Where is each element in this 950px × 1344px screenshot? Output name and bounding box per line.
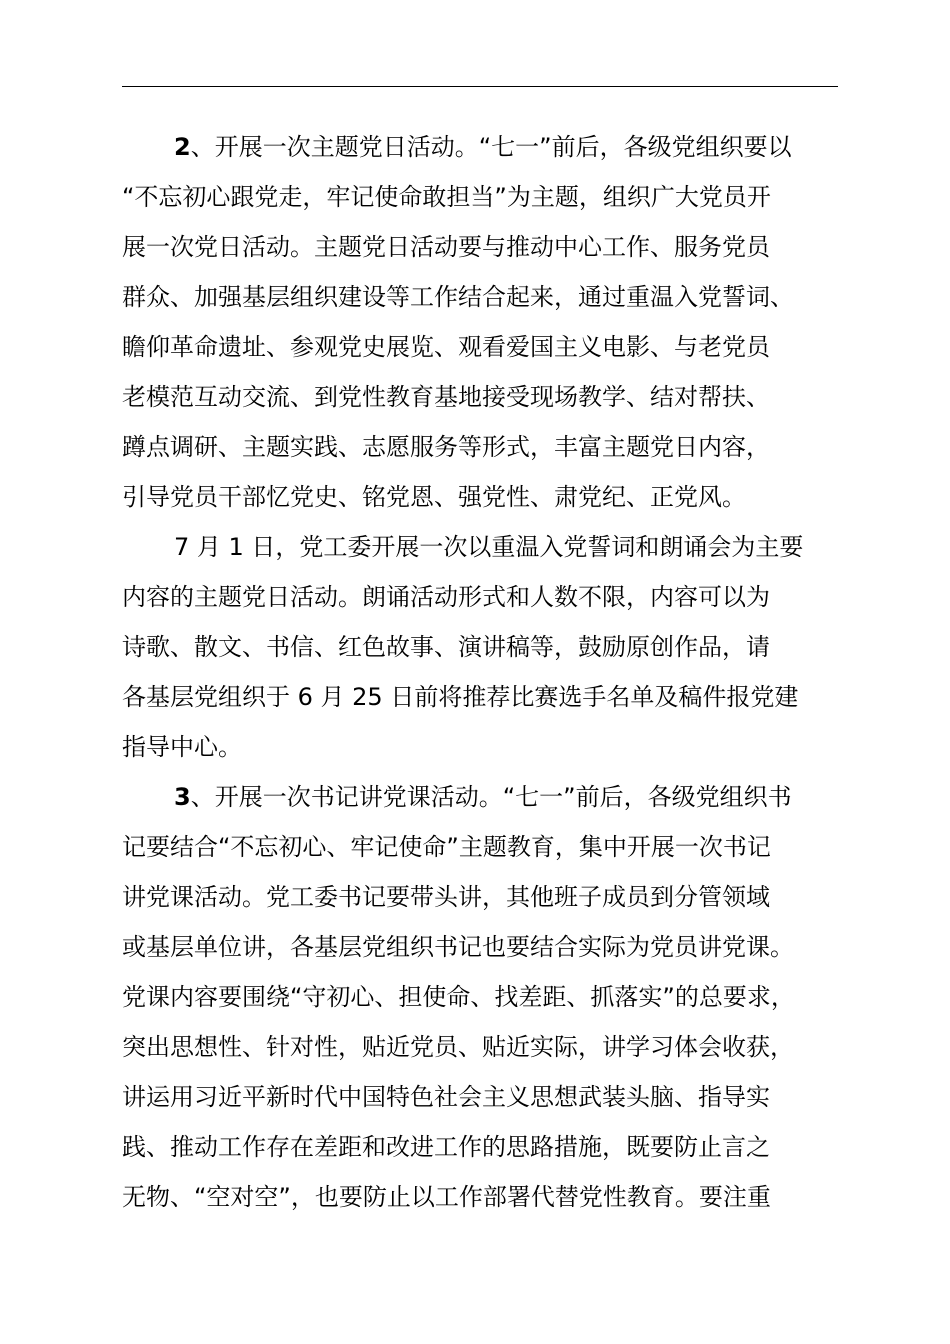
paragraph-line: 突出思想性、针对性，贴近党员、贴近实际，讲学习体会收获， [122,1033,794,1061]
july-first-paragraph [122,522,838,772]
paragraph-line: 7 月 1 日，党工委开展一次以重温入党誓词和朗诵会为主要 [174,533,804,561]
paragraph-line: “不忘初心跟党走，牢记使命敢担当”为主题，组织广大党员开 [122,183,771,211]
paragraph-line: 指导中心。 [122,733,242,761]
section-number: 3 [174,783,191,811]
section-3-paragraph [122,772,838,1222]
header-rule [122,86,838,87]
paragraph-line: 讲党课活动。党工委书记要带头讲，其他班子成员到分管领域 [122,883,770,911]
paragraph-line: 2、开展一次主题党日活动。“七一”前后，各级党组织要以 [174,133,792,161]
paragraph-line: 蹲点调研、主题实践、志愿服务等形式，丰富主题党日内容， [122,433,770,461]
paragraph-line: 讲运用习近平新时代中国特色社会主义思想武装头脑、指导实 [122,1083,770,1111]
paragraph-line: 党课内容要围绕“守初心、担使命、找差距、抓落实”的总要求， [122,983,795,1011]
paragraph-line: 展一次党日活动。主题党日活动要与推动中心工作、服务党员 [122,233,770,261]
paragraph-line: 群众、加强基层组织建设等工作结合起来，通过重温入党誓词、 [122,283,794,311]
paragraph-line: 引导党员干部忆党史、铭党恩、强党性、肃党纪、正党风。 [122,483,746,511]
paragraph-line: 记要结合“不忘初心、牢记使命”主题教育，集中开展一次书记 [122,833,771,861]
paragraph-line: 诗歌、散文、书信、红色故事、演讲稿等，鼓励原创作品，请 [122,633,770,661]
document-body [122,122,838,1222]
paragraph-line: 老模范互动交流、到党性教育基地接受现场教学、结对帮扶、 [122,383,770,411]
section-number: 2 [174,133,191,161]
paragraph-line: 无物、“空对空”，也要防止以工作部署代替党性教育。要注重 [122,1183,771,1211]
paragraph-line: 践、推动工作存在差距和改进工作的思路措施，既要防止言之 [122,1133,770,1161]
paragraph-line: 3、开展一次书记讲党课活动。“七一”前后，各级党组织书 [174,783,792,811]
paragraph-line: 或基层单位讲，各基层党组织书记也要结合实际为党员讲党课。 [122,933,794,961]
paragraph-line: 各基层党组织于 6 月 25 日前将推荐比赛选手名单及稿件报党建 [122,683,799,711]
section-2-paragraph [122,122,838,522]
paragraph-line: 内容的主题党日活动。朗诵活动形式和人数不限，内容可以为 [122,583,770,611]
paragraph-line: 瞻仰革命遗址、参观党史展览、观看爱国主义电影、与老党员 [122,333,770,361]
